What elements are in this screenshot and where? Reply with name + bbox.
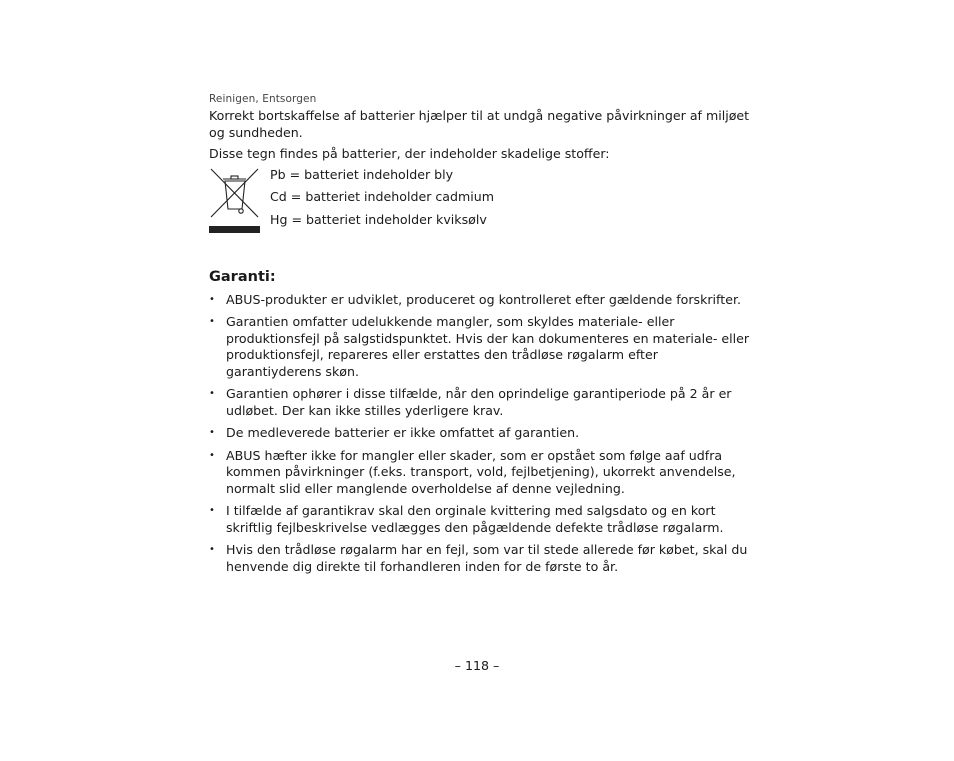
list-item-text: ABUS-produkter er udviklet, produceret og kontrolleret efter gældende forskrifter.: [226, 291, 741, 307]
list-item-text: Garantien ophører i disse tilfælde, når den oprindelige garantiperiode på 2 år er udløbet. Der kan ikke stilles yderligere krav.: [226, 386, 732, 418]
page-content: [209, 93, 754, 581]
warranty-list: [209, 292, 754, 576]
list-item: [209, 314, 754, 380]
symbol-cd: Cd = batteriet indeholder cadmium: [270, 189, 495, 204]
list-item-text: I tilfælde af garantikrav skal den orginale kvittering med salgsdato og en kort skriftlig fejlbeskrivelse vedlægges den pågældende defekte trådløse røgalarm.: [226, 503, 724, 535]
symbol-legend: [270, 167, 494, 235]
list-item: [209, 386, 754, 419]
symbol-hg: Hg = batteriet indeholder kviksølv: [270, 211, 487, 227]
list-item-text: Garantien omfatter udelukkende mangler, som skyldes materiale- eller produktionsfejl på salgstidspunktet. Hvis der kan dokumenteres en materiale- eller produktionsfejl, repareres eller erstattes den trådløse røgalarm efter garantiyderens skøn.: [226, 314, 750, 379]
page-number: – 118 –: [454, 658, 500, 673]
bullet-icon: •: [209, 388, 215, 399]
bullet-icon: •: [209, 427, 215, 438]
warranty-heading: Garanti:: [209, 268, 276, 285]
list-item: [209, 542, 754, 575]
bullet-icon: •: [209, 316, 215, 327]
symbol-pb: Pb = batteriet indeholder bly: [270, 166, 454, 182]
bullet-icon: •: [209, 293, 215, 305]
intro-paragraph: Korrekt bortskaffelse af batterier hjælper til at undgå negative påvirkninger af miljøet og sundheden.: [209, 108, 750, 140]
bullet-icon: •: [209, 544, 215, 555]
list-item: [209, 503, 754, 536]
list-item: [209, 448, 754, 498]
list-item-text: De medleverede batterier er ikke omfattet af garantien.: [226, 425, 580, 440]
crossed-out-wheelie-bin-icon: [209, 167, 260, 234]
bullet-icon: •: [209, 449, 215, 461]
list-item-text: ABUS hæfter ikke for mangler eller skader, som er opstået som følge aaf udfra kommen påvirkninger (f.eks. transport, vold, fejlbetjening), ukorrekt anvendelse, normalt slid eller manglende overholdelse af denne vejledning.: [226, 447, 736, 496]
symbols-intro-paragraph: Disse tegn findes på batterier, der indeholder skadelige stoffer:: [209, 146, 610, 161]
bullet-icon: •: [209, 505, 215, 516]
list-item-text: Hvis den trådløse røgalarm har en fejl, som var til stede allerede før købet, skal du henvende dig direkte til forhandleren inden for de første to år.: [226, 542, 748, 574]
list-item: [209, 292, 754, 309]
list-item: [209, 425, 754, 442]
battery-symbols-block: [209, 167, 754, 249]
section-label: Reinigen, Entsorgen: [209, 93, 317, 105]
